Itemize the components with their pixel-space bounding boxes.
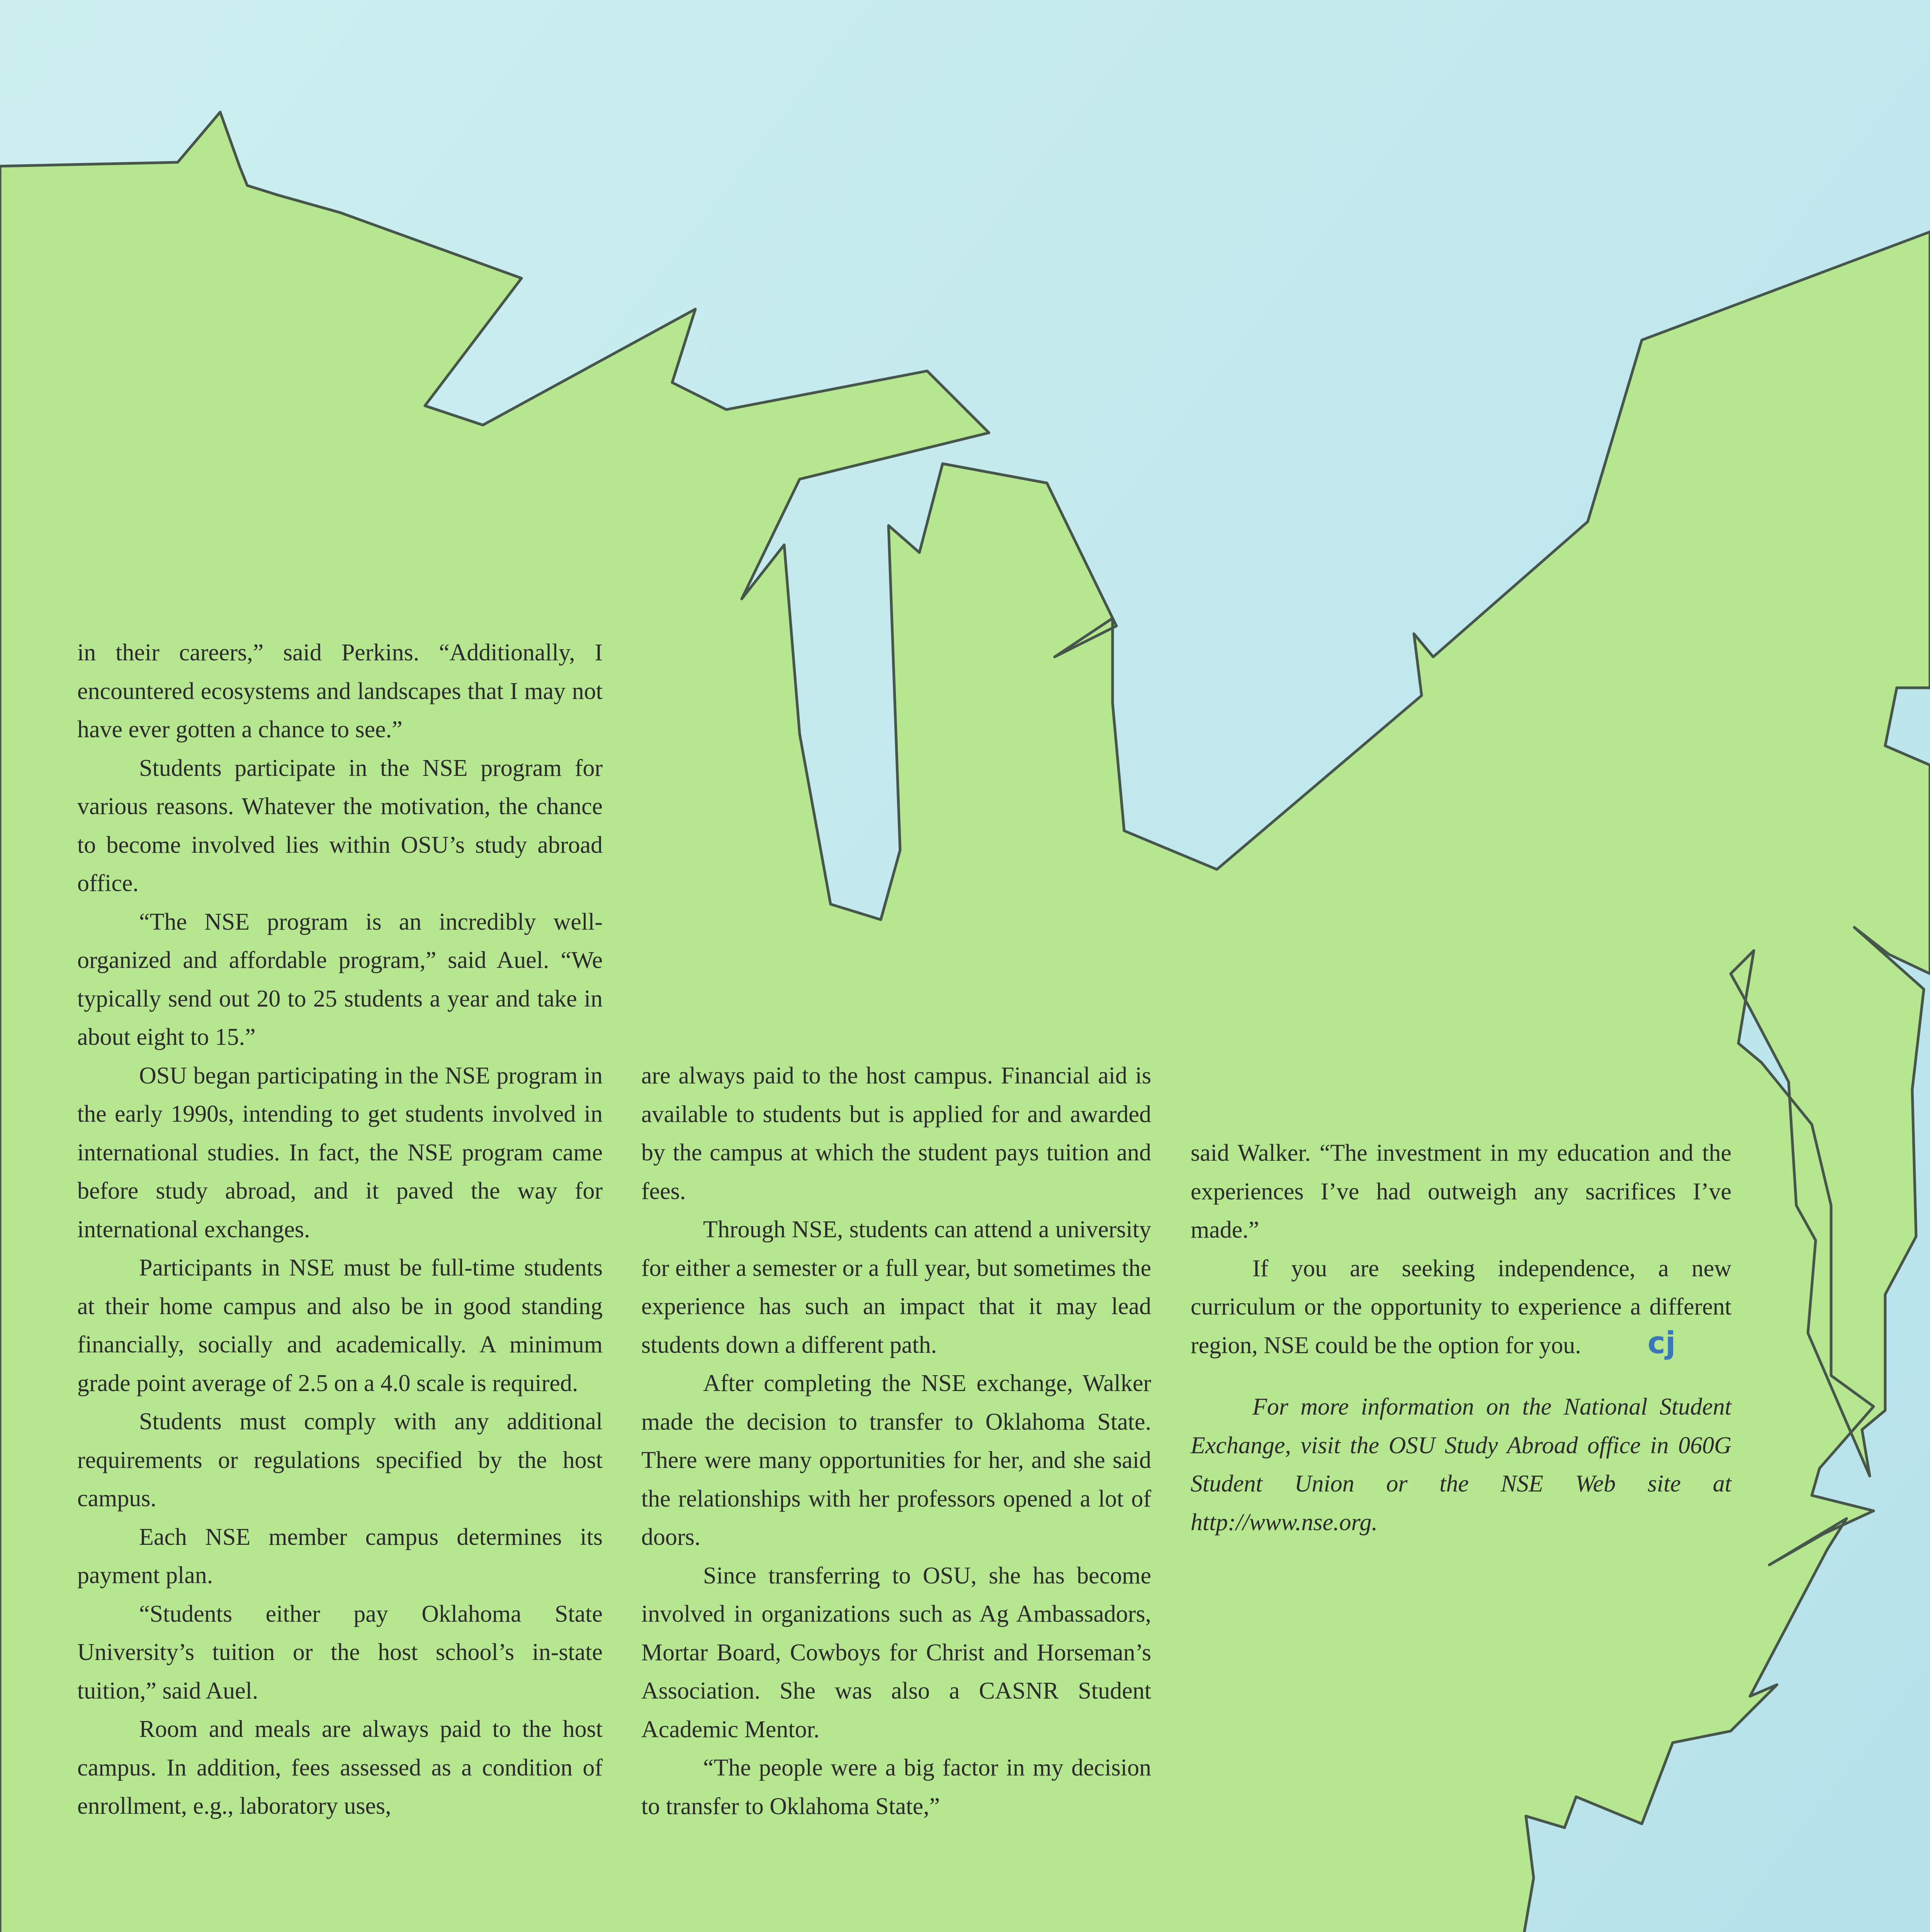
paragraph: Since transferring to OSU, she has become involved in organizations such as Ag Ambassadors, Mortar Board, Cowboys for Christ and Horseman’s Association. She was also a CASNR Student Academic Mentor. [641,1562,1151,1743]
paragraph: After completing the NSE exchange, Walker made the decision to transfer to Oklahoma State. There were many opportunities for her, and she said the relationships with her professors opened a lot of doors. [641,1370,1151,1550]
paragraph: Each NSE member campus determines its payment plan. [77,1524,603,1588]
article-column-1 [77,634,603,1826]
paragraph: Through NSE, students can attend a university for either a semester or a full year, but sometimes the experience has such an impact that it may lead students down a different path. [641,1216,1151,1358]
article-column-2 [641,1057,1151,1826]
paragraph: Participants in NSE must be full-time students at their home campus and also be in good standing financially, socially and academically. A minimum grade point average of 2.5 on a 4.0 scale is required. [77,1255,603,1396]
paragraph: Students participate in the NSE program for various reasons. Whatever the motivation, the chance to become involved lies within OSU’s study abroad office. [77,755,603,896]
paragraph: “Students either pay Oklahoma State University’s tuition or the host school’s in-state tuition,” said Auel. [77,1600,603,1704]
paragraph: Students must comply with any additional requirements or regulations specified by the host campus. [77,1408,603,1512]
paragraph: “The people were a big factor in my decision to transfer to Oklahoma State,” [641,1755,1151,1820]
paragraph: are always paid to the host campus. Financial aid is available to students but is applied for and awarded by the campus at which the student pays tuition and fees. [641,1063,1151,1204]
paragraph: OSU began participating in the NSE program in the early 1990s, intending to get students involved in international studies. In fact, the NSE program came before study abroad, and it paved the way for international exchanges. [77,1062,603,1243]
article-column-3 [1191,1134,1731,1542]
info-note: For more information on the National Student Exchange, visit the OSU Study Abroad office in 060G Student Union or the NSE Web site at http://www.nse.org. [1191,1394,1731,1536]
paragraph [1191,1250,1731,1365]
paragraph-text: If you are seeking independence, a new curriculum or the opportunity to experience a different region, NSE could be the option for you. [1191,1255,1731,1359]
paragraph: “The NSE program is an incredibly well-organized and affordable program,” said Auel. “We typically send out 20 to 25 students a year and take in about eight to 15.” [77,908,603,1050]
paragraph: said Walker. “The investment in my education and the experiences I’ve had outweigh any sacrifices I’ve made.” [1191,1140,1731,1243]
paragraph: in their careers,” said Perkins. “Additionally, I encountered ecosystems and landscapes that I may not have ever gotten a chance to see.” [77,639,603,743]
paragraph: Room and meals are always paid to the host campus. In addition, fees assessed as a condition of enrollment, e.g., laboratory uses, [77,1716,603,1819]
end-mark-logo: cj [1647,1325,1676,1361]
